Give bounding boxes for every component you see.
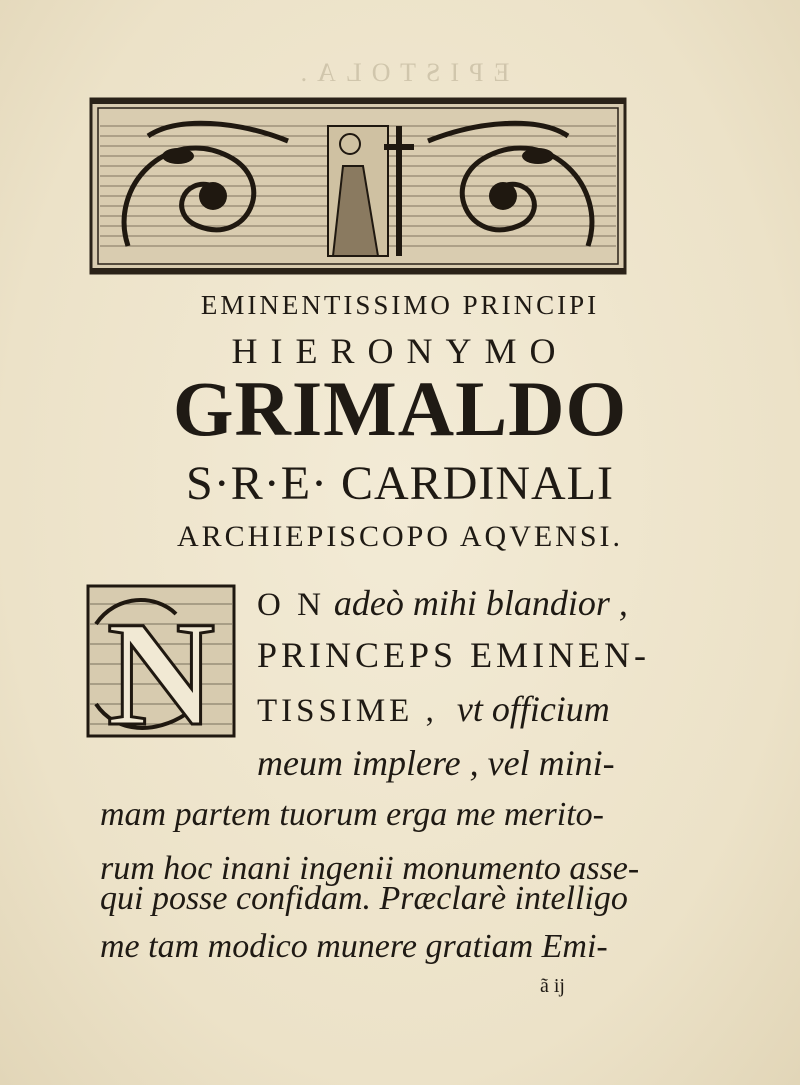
running-head-showthrough: EPISTOLA. <box>290 58 510 87</box>
text-line-3: TISSIME , vt officium <box>257 689 610 729</box>
text-line-8: me tam modico munere gratiam Emi- <box>100 928 608 965</box>
dedication-name: GRIMALDO <box>172 365 628 452</box>
text-line-1: O N adeò mihi blandior , <box>257 583 628 623</box>
text-line-4: meum implere , vel mini- <box>257 743 615 783</box>
signature-mark: ã ij <box>540 975 565 997</box>
dedication-line-2: HIERONYMO <box>231 331 569 371</box>
text-line-2: PRINCEPS EMINEN- <box>257 635 651 675</box>
dedication-see: ARCHIEPISCOPO AQVENSI. <box>176 520 624 553</box>
dedication-line-1: EMINENTISSIMO PRINCIPI <box>200 290 600 320</box>
woodcut-headpiece <box>88 96 628 276</box>
text-line-5: mam partem tuorum erga me merito- <box>100 796 604 833</box>
text-line-6: rum hoc inani ingenii monumento asse- <box>100 850 640 887</box>
text-line-7: qui posse confidam. Præclarè intelligo <box>100 880 628 917</box>
decorated-initial-n <box>86 584 236 738</box>
dedication-title: S·R·E· CARDINALI <box>186 457 614 510</box>
initial-glyph: N <box>106 591 216 738</box>
